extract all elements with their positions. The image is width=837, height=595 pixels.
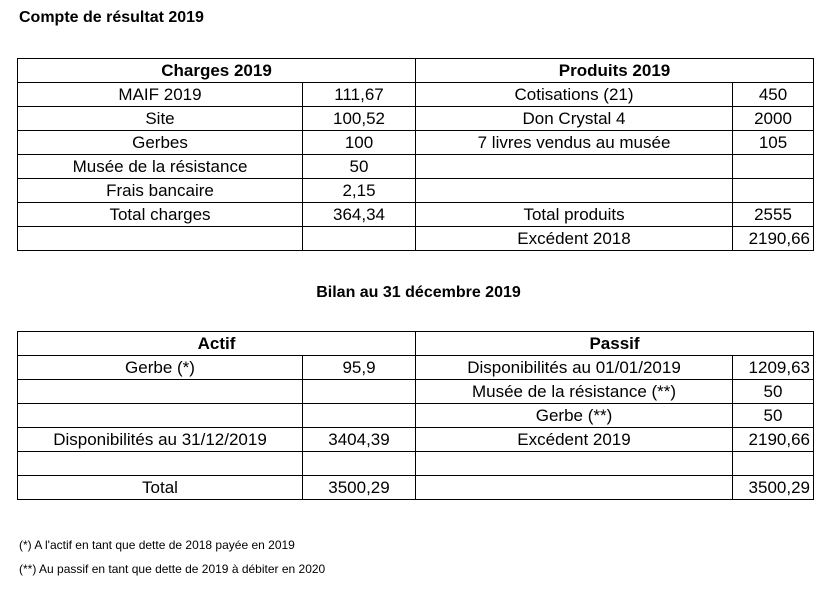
table-row	[18, 107, 814, 131]
page-title: Compte de résultat 2019	[19, 9, 204, 26]
total-charges-label: Total charges	[18, 203, 303, 227]
actif-header: Actif	[18, 332, 416, 356]
empty-cell	[18, 227, 303, 251]
charge-label: MAIF 2019	[18, 83, 303, 107]
produit-label	[416, 179, 733, 203]
actif-value: 3404,39	[303, 428, 416, 452]
produit-value: 105	[733, 131, 814, 155]
table-row	[18, 452, 814, 476]
excedent-label: Excédent 2018	[416, 227, 733, 251]
produit-value	[733, 155, 814, 179]
passif-label: Disponibilités au 01/01/2019	[416, 356, 733, 380]
produit-value: 450	[733, 83, 814, 107]
produit-label: 7 livres vendus au musée	[416, 131, 733, 155]
charge-value: 111,67	[303, 83, 416, 107]
table-row	[18, 131, 814, 155]
empty-cell	[303, 227, 416, 251]
produit-label	[416, 155, 733, 179]
charge-value: 2,15	[303, 179, 416, 203]
actif-label: Disponibilités au 31/12/2019	[18, 428, 303, 452]
total-produits-label: Total produits	[416, 203, 733, 227]
passif-label: Musée de la résistance (**)	[416, 380, 733, 404]
empty-cell	[416, 476, 733, 500]
table-row	[18, 404, 814, 428]
passif-value: 1209,63	[733, 356, 814, 380]
charge-label: Site	[18, 107, 303, 131]
balance-title: Bilan au 31 décembre 2019	[316, 284, 521, 301]
total-label: Total	[18, 476, 303, 500]
total-actif-value: 3500,29	[303, 476, 416, 500]
passif-value	[733, 452, 814, 476]
table-row	[18, 83, 814, 107]
passif-label	[416, 452, 733, 476]
footnote-actif: (*) A l'actif en tant que dette de 2018 payée en 2019	[19, 538, 295, 552]
passif-label: Gerbe (**)	[416, 404, 733, 428]
charge-value: 50	[303, 155, 416, 179]
charge-value: 100,52	[303, 107, 416, 131]
produits-header: Produits 2019	[416, 59, 814, 83]
produit-value	[733, 179, 814, 203]
balance-total-row	[18, 476, 814, 500]
passif-value: 50	[733, 380, 814, 404]
table-row	[18, 155, 814, 179]
actif-value: 95,9	[303, 356, 416, 380]
charge-label: Musée de la résistance	[18, 155, 303, 179]
charge-label: Frais bancaire	[18, 179, 303, 203]
totals-row	[18, 203, 814, 227]
produit-label: Cotisations (21)	[416, 83, 733, 107]
passif-value: 2190,66	[733, 428, 814, 452]
income-statement-table	[17, 58, 814, 251]
produit-label: Don Crystal 4	[416, 107, 733, 131]
actif-label	[18, 452, 303, 476]
balance-header-row	[18, 332, 814, 356]
actif-label	[18, 404, 303, 428]
total-charges-value: 364,34	[303, 203, 416, 227]
charge-value: 100	[303, 131, 416, 155]
total-passif-value: 3500,29	[733, 476, 814, 500]
income-header-row	[18, 59, 814, 83]
passif-label: Excédent 2019	[416, 428, 733, 452]
actif-label: Gerbe (*)	[18, 356, 303, 380]
passif-header: Passif	[416, 332, 814, 356]
footnote-passif: (**) Au passif en tant que dette de 2019 à débiter en 2020	[19, 562, 326, 576]
excedent-row	[18, 227, 814, 251]
excedent-value: 2190,66	[733, 227, 814, 251]
charge-label: Gerbes	[18, 131, 303, 155]
table-row	[18, 179, 814, 203]
table-row	[18, 380, 814, 404]
balance-sheet-table	[17, 331, 814, 500]
actif-label	[18, 380, 303, 404]
passif-value: 50	[733, 404, 814, 428]
actif-value	[303, 452, 416, 476]
actif-value	[303, 404, 416, 428]
produit-value: 2000	[733, 107, 814, 131]
charges-header: Charges 2019	[18, 59, 416, 83]
actif-value	[303, 380, 416, 404]
total-produits-value: 2555	[733, 203, 814, 227]
table-row	[18, 356, 814, 380]
table-row	[18, 428, 814, 452]
